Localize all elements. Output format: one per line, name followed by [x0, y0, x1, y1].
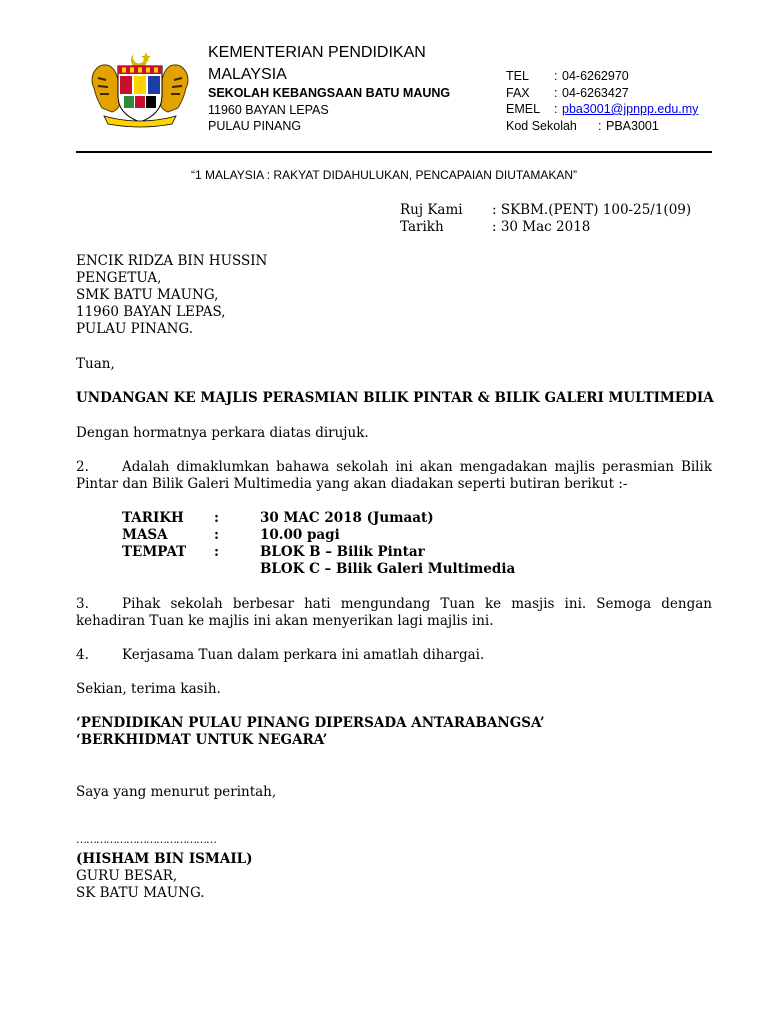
- detail-colon: :: [214, 527, 219, 543]
- contact-value-fax: 04-6263427: [562, 86, 629, 100]
- ruj-value: : SKBM.(PENT) 100-25/1(09): [492, 202, 692, 218]
- slogan-1: ‘PENDIDIKAN PULAU PINANG DIPERSADA ANTARABANGSA’: [76, 715, 545, 731]
- contact-colon: :: [554, 102, 558, 116]
- malaysia-coat-of-arms-icon: [86, 50, 194, 128]
- paragraph-4: [76, 647, 712, 664]
- recipient-line: 11960 BAYAN LEPAS,: [76, 304, 226, 320]
- detail-label: TEMPAT: [122, 544, 187, 560]
- detail-value: 30 MAC 2018 (Jumaat): [260, 510, 434, 526]
- paragraph-2: [76, 459, 712, 493]
- signer-title: GURU BESAR,: [76, 868, 178, 884]
- letter-subject: UNDANGAN KE MAJLIS PERASMIAN BILIK PINTAR & BILIK GALERI MULTIMEDIA: [76, 390, 714, 406]
- ministry-name-line1: KEMENTERIAN PENDIDIKAN: [208, 44, 426, 61]
- detail-value: BLOK B – Bilik Pintar: [260, 544, 425, 560]
- ruj-label: Ruj Kami: [400, 202, 463, 218]
- detail-label: MASA: [122, 527, 168, 543]
- detail-value: 10.00 pagi: [260, 527, 340, 543]
- contact-value-tel: 04-6262970: [562, 69, 629, 83]
- recipient-line: PULAU PINANG.: [76, 321, 193, 337]
- school-address-line1: 11960 BAYAN LEPAS: [208, 103, 329, 117]
- contact-label-school-code: Kod Sekolah: [506, 119, 577, 133]
- contact-colon: :: [598, 119, 602, 133]
- email-link[interactable]: pba3001@jpnpp.edu.my: [562, 102, 699, 116]
- detail-label: TARIKH: [122, 510, 184, 526]
- date-label: Tarikh: [400, 219, 444, 235]
- detail-colon: :: [214, 510, 219, 526]
- recipient-line: SMK BATU MAUNG,: [76, 287, 219, 303]
- contact-colon: :: [554, 69, 558, 83]
- contact-label-tel: TEL: [506, 69, 529, 83]
- paragraph-number: 2.: [76, 459, 89, 475]
- contact-value-school-code: PBA3001: [606, 119, 659, 133]
- contact-label-fax: FAX: [506, 86, 530, 100]
- recipient-line: PENGETUA,: [76, 270, 162, 286]
- contact-colon: :: [554, 86, 558, 100]
- paragraph-text: Pihak sekolah berbesar hati mengundang Tuan ke masjis ini. Semoga dengan kehadiran Tuan ke majlis ini akan menyerikan lagi majlis ini.: [76, 596, 712, 629]
- paragraph-number: 4.: [76, 647, 89, 663]
- signer-school: SK BATU MAUNG.: [76, 885, 205, 901]
- closing: Sekian, terima kasih.: [76, 681, 221, 697]
- school-name: SEKOLAH KEBANGSAAN BATU MAUNG: [208, 86, 451, 100]
- slogan-2: ‘BERKHIDMAT UNTUK NEGARA’: [76, 732, 328, 748]
- signer-name: (HISHAM BIN ISMAIL): [76, 851, 253, 867]
- recipient-line: ENCIK RIDZA BIN HUSSIN: [76, 253, 268, 269]
- paragraph-number: 3.: [76, 596, 89, 612]
- school-address-line2: PULAU PINANG: [208, 119, 302, 133]
- date-value: : 30 Mac 2018: [492, 219, 591, 235]
- ministry-name-line2: MALAYSIA: [208, 66, 287, 83]
- signature-line: ……………………………………: [76, 833, 216, 846]
- detail-colon: :: [214, 544, 219, 560]
- sign-intro: Saya yang menurut perintah,: [76, 784, 277, 800]
- paragraph-3: [76, 596, 712, 630]
- detail-value: BLOK C – Bilik Galeri Multimedia: [260, 561, 516, 577]
- salutation: Tuan,: [76, 356, 115, 372]
- national-motto: “1 MALAYSIA : RAKYAT DIDAHULUKAN, PENCAPAIAN DIUTAMAKAN”: [190, 168, 578, 182]
- header-divider: [76, 151, 712, 153]
- paragraph-text: Kerjasama Tuan dalam perkara ini amatlah dihargai.: [122, 647, 485, 663]
- paragraph-1: Dengan hormatnya perkara diatas dirujuk.: [76, 425, 369, 441]
- contact-label-email: EMEL: [506, 102, 541, 116]
- paragraph-text: Adalah dimaklumkan bahawa sekolah ini akan mengadakan majlis perasmian Bilik Pintar dan Bilik Galeri Multimedia yang akan diadakan seperti butiran berikut :-: [76, 459, 712, 492]
